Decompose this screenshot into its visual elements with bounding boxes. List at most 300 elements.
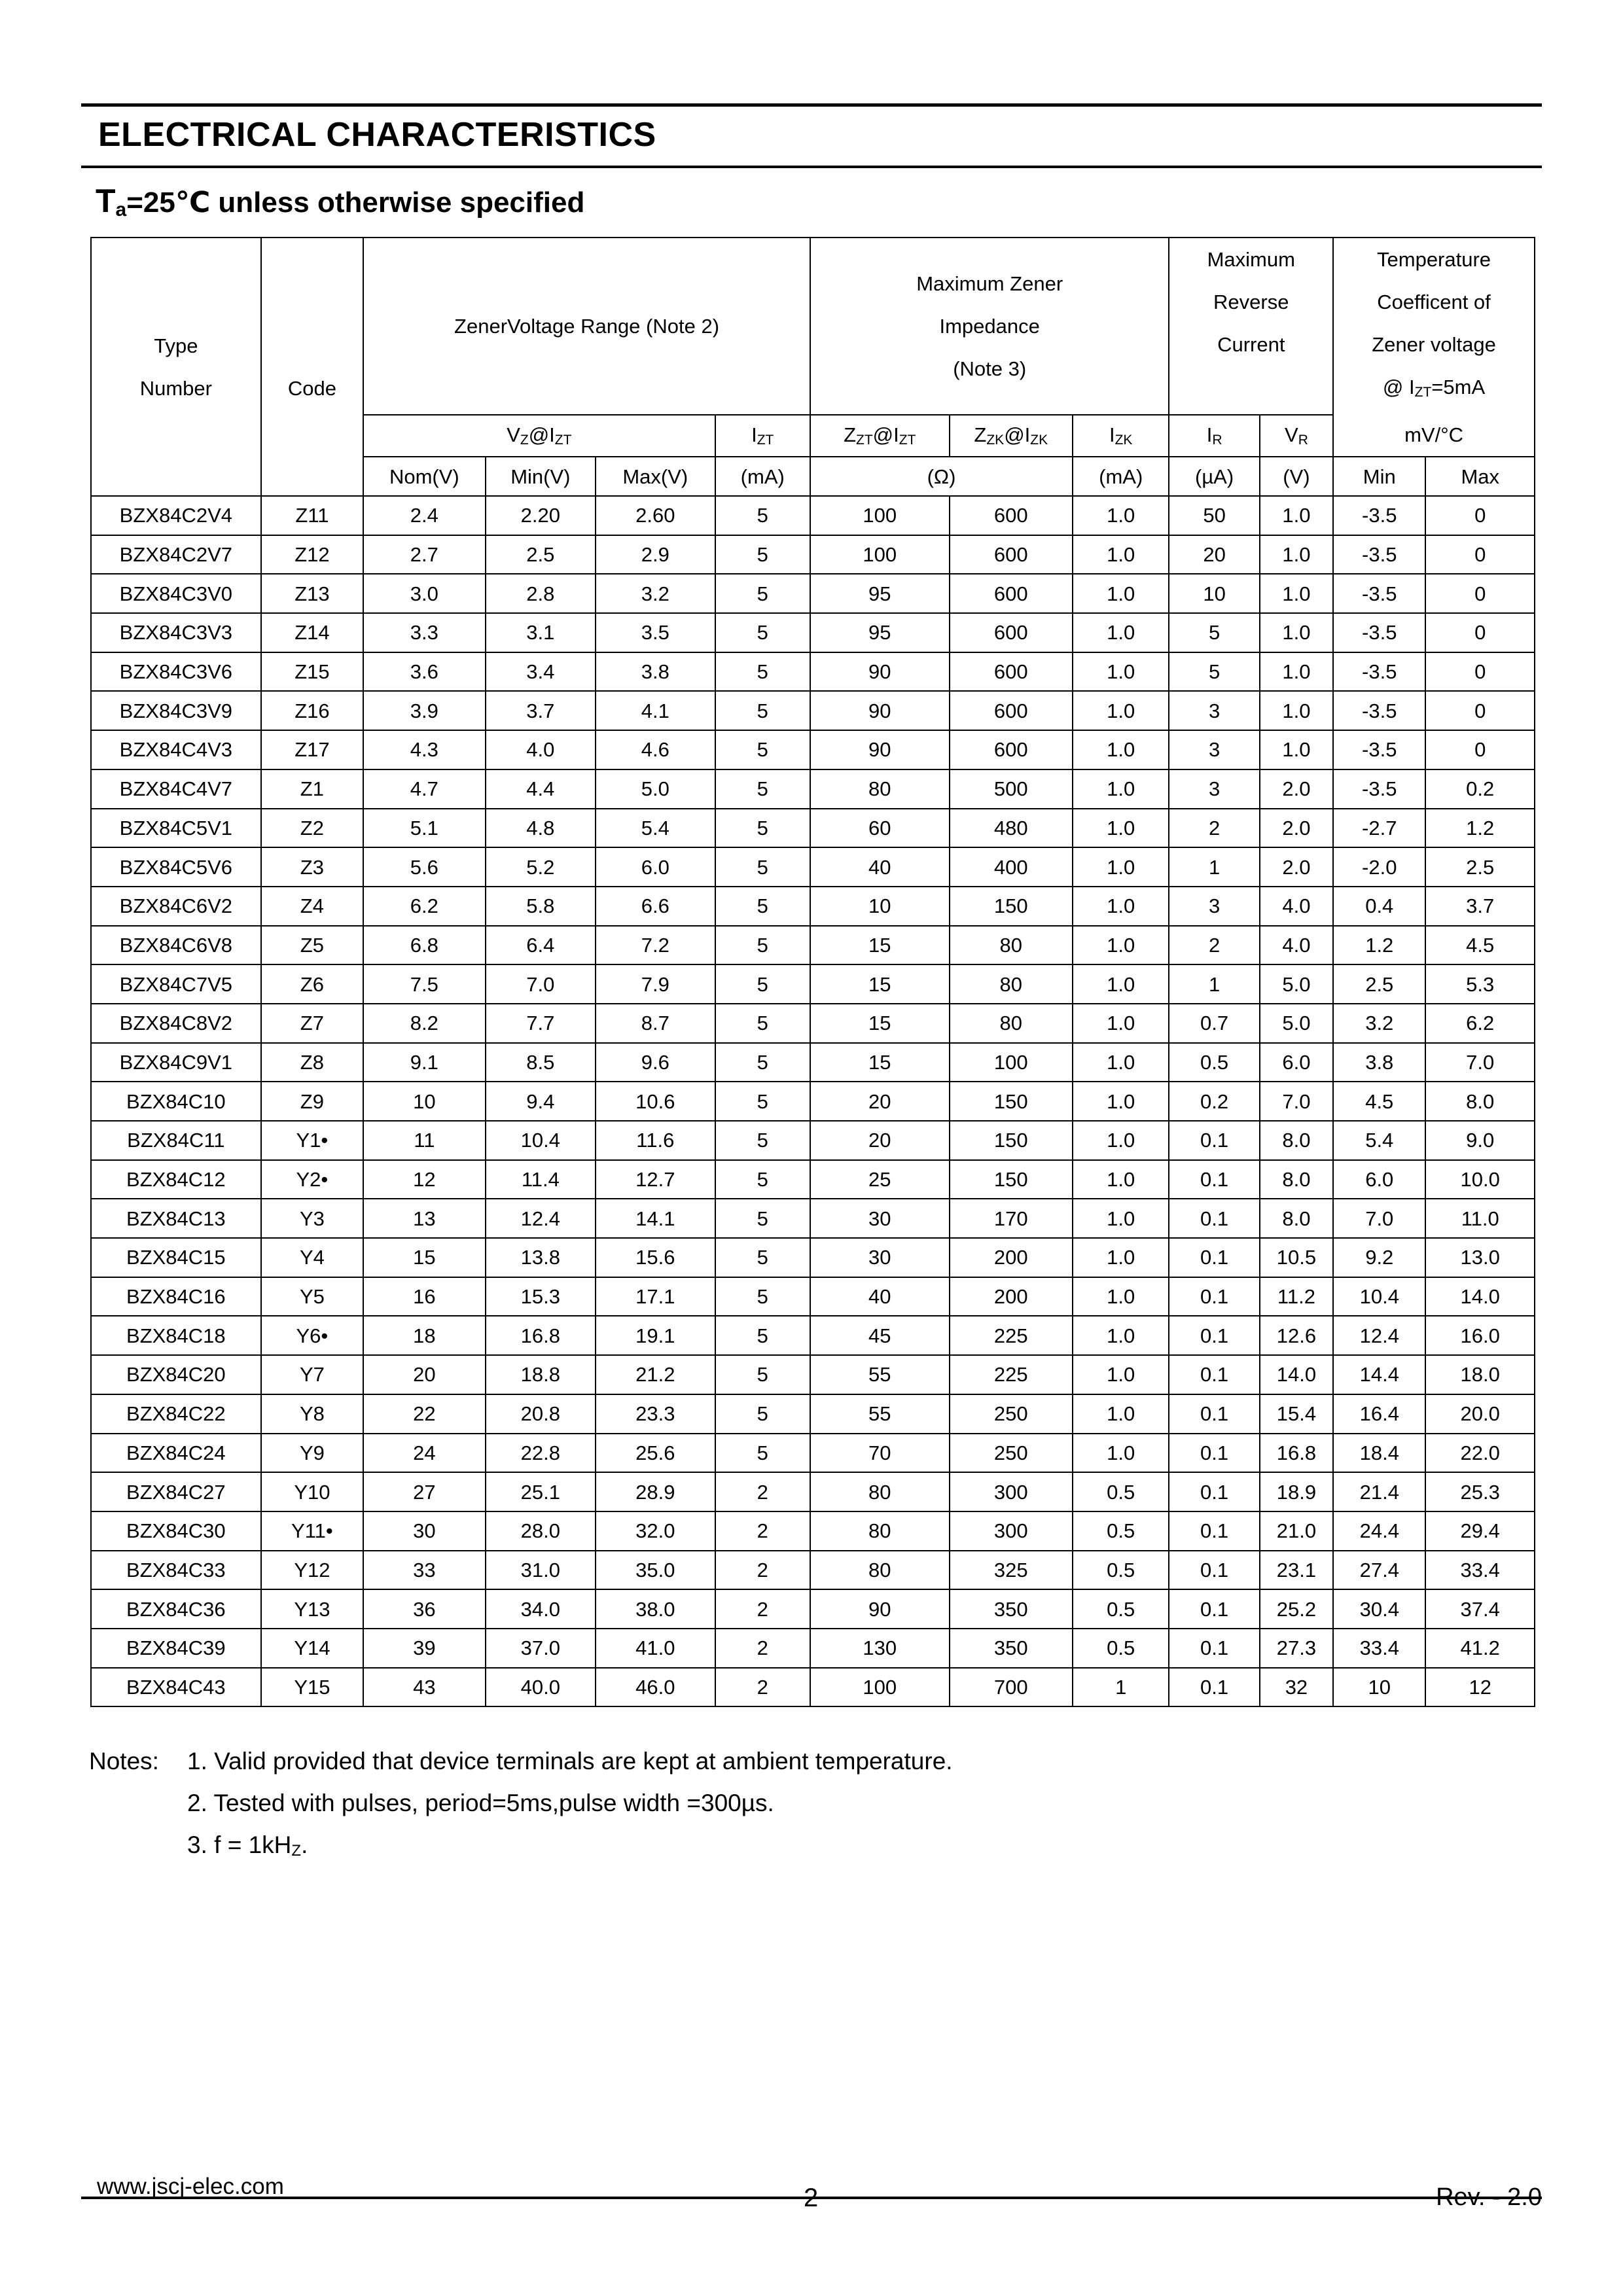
cell-vz-nom: 33 xyxy=(363,1551,486,1590)
cell-vz-max: 2.60 xyxy=(596,496,715,535)
cell-tc-max: 7.0 xyxy=(1425,1043,1535,1082)
cell-vz-max: 12.7 xyxy=(596,1160,715,1199)
cell-type: BZX84C4V7 xyxy=(91,769,261,809)
cell-izt: 5 xyxy=(715,1199,810,1238)
cell-vr: 6.0 xyxy=(1260,1043,1333,1082)
cell-vz-min: 16.8 xyxy=(486,1316,596,1355)
cell-type: BZX84C36 xyxy=(91,1589,261,1629)
cell-code: Y6• xyxy=(261,1316,363,1355)
cell-vz-nom: 3.9 xyxy=(363,691,486,730)
section-title: ELECTRICAL CHARACTERISTICS xyxy=(98,116,656,154)
table-row xyxy=(91,769,1535,809)
cell-vz-nom: 3.0 xyxy=(363,574,486,613)
cell-ir: 1 xyxy=(1169,847,1259,887)
table-row xyxy=(91,1668,1535,1707)
cell-type: BZX84C6V2 xyxy=(91,887,261,926)
cell-ir: 0.1 xyxy=(1169,1668,1259,1707)
cell-type: BZX84C2V4 xyxy=(91,496,261,535)
electrical-characteristics-table xyxy=(90,237,1535,1707)
cell-zzt: 80 xyxy=(810,769,950,809)
cell-zzk: 480 xyxy=(950,809,1073,848)
header-zzk-at-izk: $Z_{ZK}@I_{ZK}$ xyxy=(950,415,1073,457)
cell-izt: 5 xyxy=(715,652,810,692)
cell-tc-min: 4.5 xyxy=(1333,1082,1425,1121)
cell-vr: 15.4 xyxy=(1260,1394,1333,1434)
cell-zzk: 600 xyxy=(950,535,1073,574)
cell-tc-max: 0.2 xyxy=(1425,769,1535,809)
cell-zzt: 20 xyxy=(810,1082,950,1121)
header-izk: $I_{ZK}$ xyxy=(1073,415,1169,457)
header-type-number: Type Number xyxy=(91,238,261,496)
cell-izt: 2 xyxy=(715,1551,810,1590)
cell-ir: 0.1 xyxy=(1169,1277,1259,1316)
cell-vz-nom: 4.7 xyxy=(363,769,486,809)
cell-izk: 1.0 xyxy=(1073,769,1169,809)
cell-ir: 3 xyxy=(1169,887,1259,926)
cell-tc-min: -3.5 xyxy=(1333,691,1425,730)
cell-ir: 10 xyxy=(1169,574,1259,613)
cell-ir: 3 xyxy=(1169,730,1259,769)
cell-izk: 1.0 xyxy=(1073,652,1169,692)
test-condition xyxy=(96,182,584,221)
cell-vz-nom: 24 xyxy=(363,1434,486,1473)
cell-vr: 1.0 xyxy=(1260,691,1333,730)
cell-type: BZX84C43 xyxy=(91,1668,261,1707)
cell-izk: 1.0 xyxy=(1073,1355,1169,1394)
cell-tc-max: 10.0 xyxy=(1425,1160,1535,1199)
cell-vz-min: 15.3 xyxy=(486,1277,596,1316)
cell-tc-max: 0 xyxy=(1425,574,1535,613)
cell-vr: 25.2 xyxy=(1260,1589,1333,1629)
cell-vr: 11.2 xyxy=(1260,1277,1333,1316)
cell-zzk: 150 xyxy=(950,887,1073,926)
cell-code: Z7 xyxy=(261,1004,363,1043)
cell-vz-min: 7.0 xyxy=(486,964,596,1004)
cell-tc-max: 0 xyxy=(1425,535,1535,574)
cell-vz-min: 3.7 xyxy=(486,691,596,730)
cell-vz-min: 22.8 xyxy=(486,1434,596,1473)
header-max-reverse-current: Maximum Reverse Current xyxy=(1169,238,1333,415)
cell-vr: 27.3 xyxy=(1260,1629,1333,1668)
cell-type: BZX84C16 xyxy=(91,1277,261,1316)
cell-izt: 5 xyxy=(715,535,810,574)
cell-vr: 7.0 xyxy=(1260,1082,1333,1121)
unit-ir: (µA) xyxy=(1169,457,1259,496)
cell-vz-min: 6.4 xyxy=(486,926,596,965)
cell-type: BZX84C7V5 xyxy=(91,964,261,1004)
cell-type: BZX84C2V7 xyxy=(91,535,261,574)
cell-vz-max: 3.8 xyxy=(596,652,715,692)
cell-code: Z14 xyxy=(261,613,363,652)
cell-zzt: 30 xyxy=(810,1238,950,1277)
cell-izt: 5 xyxy=(715,691,810,730)
cell-tc-max: 0 xyxy=(1425,613,1535,652)
cell-tc-max: 12 xyxy=(1425,1668,1535,1707)
cell-vz-max: 28.9 xyxy=(596,1472,715,1511)
cell-tc-max: 18.0 xyxy=(1425,1355,1535,1394)
cell-vz-min: 2.5 xyxy=(486,535,596,574)
cell-vz-nom: 6.2 xyxy=(363,887,486,926)
table-row xyxy=(91,1355,1535,1394)
cell-izt: 5 xyxy=(715,1082,810,1121)
cell-tc-max: 25.3 xyxy=(1425,1472,1535,1511)
table-row xyxy=(91,1160,1535,1199)
unit-izk: (mA) xyxy=(1073,457,1169,496)
cell-type: BZX84C9V1 xyxy=(91,1043,261,1082)
cell-tc-min: 7.0 xyxy=(1333,1199,1425,1238)
cell-izk: 0.5 xyxy=(1073,1589,1169,1629)
cell-type: BZX84C13 xyxy=(91,1199,261,1238)
cell-zzt: 70 xyxy=(810,1434,950,1473)
cell-ir: 20 xyxy=(1169,535,1259,574)
cell-izk: 0.5 xyxy=(1073,1472,1169,1511)
table-row xyxy=(91,887,1535,926)
cell-tc-min: 30.4 xyxy=(1333,1589,1425,1629)
cell-code: Z17 xyxy=(261,730,363,769)
cell-code: Y13 xyxy=(261,1589,363,1629)
table-row xyxy=(91,1121,1535,1160)
cell-zzt: 130 xyxy=(810,1629,950,1668)
cell-tc-min: -3.5 xyxy=(1333,769,1425,809)
header-ir: $I_R$ xyxy=(1169,415,1259,457)
cell-izk: 1.0 xyxy=(1073,964,1169,1004)
cell-vz-nom: 8.2 xyxy=(363,1004,486,1043)
cell-type: BZX84C5V1 xyxy=(91,809,261,848)
cell-ir: 0.1 xyxy=(1169,1199,1259,1238)
notes-label: Notes: xyxy=(89,1748,159,1775)
cell-vz-nom: 3.6 xyxy=(363,652,486,692)
unit-ohm: (Ω) xyxy=(810,457,1073,496)
cell-vz-max: 4.6 xyxy=(596,730,715,769)
table-row xyxy=(91,1629,1535,1668)
unit-nom: Nom(V) xyxy=(363,457,486,496)
cell-vz-min: 8.5 xyxy=(486,1043,596,1082)
cell-vz-nom: 2.7 xyxy=(363,535,486,574)
cell-tc-max: 6.2 xyxy=(1425,1004,1535,1043)
cell-vr: 18.9 xyxy=(1260,1472,1333,1511)
table-row xyxy=(91,613,1535,652)
cell-zzt: 40 xyxy=(810,847,950,887)
cell-vz-nom: 36 xyxy=(363,1589,486,1629)
cell-code: Z6 xyxy=(261,964,363,1004)
cell-zzt: 45 xyxy=(810,1316,950,1355)
table-row xyxy=(91,1082,1535,1121)
cell-zzk: 80 xyxy=(950,926,1073,965)
cell-code: Z13 xyxy=(261,574,363,613)
table-row xyxy=(91,691,1535,730)
cell-tc-max: 9.0 xyxy=(1425,1121,1535,1160)
cell-zzt: 90 xyxy=(810,691,950,730)
cell-zzt: 95 xyxy=(810,613,950,652)
cell-izk: 0.5 xyxy=(1073,1629,1169,1668)
cell-zzt: 25 xyxy=(810,1160,950,1199)
cell-code: Y14 xyxy=(261,1629,363,1668)
cell-zzk: 600 xyxy=(950,730,1073,769)
cell-izk: 1.0 xyxy=(1073,1043,1169,1082)
cell-izt: 5 xyxy=(715,1277,810,1316)
top-rule xyxy=(81,103,1542,107)
cell-izk: 1.0 xyxy=(1073,1199,1169,1238)
table-row xyxy=(91,809,1535,848)
cell-vz-max: 6.6 xyxy=(596,887,715,926)
cell-vz-max: 5.0 xyxy=(596,769,715,809)
cell-vr: 1.0 xyxy=(1260,730,1333,769)
table-row xyxy=(91,1434,1535,1473)
table-row xyxy=(91,1589,1535,1629)
cell-ir: 0.1 xyxy=(1169,1472,1259,1511)
cell-izk: 1.0 xyxy=(1073,926,1169,965)
cell-izt: 5 xyxy=(715,496,810,535)
cell-vz-max: 9.6 xyxy=(596,1043,715,1082)
cell-vz-nom: 3.3 xyxy=(363,613,486,652)
cell-vz-min: 34.0 xyxy=(486,1589,596,1629)
table-row xyxy=(91,847,1535,887)
cell-vz-max: 32.0 xyxy=(596,1511,715,1551)
cell-vz-min: 37.0 xyxy=(486,1629,596,1668)
cell-izk: 1.0 xyxy=(1073,847,1169,887)
unit-temp-max: Max xyxy=(1425,457,1535,496)
cell-zzk: 225 xyxy=(950,1316,1073,1355)
cell-vr: 1.0 xyxy=(1260,652,1333,692)
cell-type: BZX84C6V8 xyxy=(91,926,261,965)
cell-vz-nom: 12 xyxy=(363,1160,486,1199)
cell-code: Z9 xyxy=(261,1082,363,1121)
cell-vz-min: 7.7 xyxy=(486,1004,596,1043)
unit-izt: (mA) xyxy=(715,457,810,496)
cell-tc-max: 16.0 xyxy=(1425,1316,1535,1355)
cell-zzk: 150 xyxy=(950,1082,1073,1121)
cell-type: BZX84C3V9 xyxy=(91,691,261,730)
cell-code: Z3 xyxy=(261,847,363,887)
cell-zzk: 200 xyxy=(950,1238,1073,1277)
cell-tc-min: 0.4 xyxy=(1333,887,1425,926)
cell-vr: 16.8 xyxy=(1260,1434,1333,1473)
cell-vr: 4.0 xyxy=(1260,887,1333,926)
cell-izt: 5 xyxy=(715,1316,810,1355)
cell-tc-min: 18.4 xyxy=(1333,1434,1425,1473)
cell-izt: 5 xyxy=(715,574,810,613)
condition-symbol: T xyxy=(96,183,116,219)
cell-zzt: 90 xyxy=(810,1589,950,1629)
cell-tc-max: 13.0 xyxy=(1425,1238,1535,1277)
cell-vz-nom: 9.1 xyxy=(363,1043,486,1082)
cell-izt: 5 xyxy=(715,847,810,887)
cell-ir: 0.5 xyxy=(1169,1043,1259,1082)
cell-vz-min: 4.8 xyxy=(486,809,596,848)
cell-code: Y2• xyxy=(261,1160,363,1199)
cell-izt: 5 xyxy=(715,1238,810,1277)
cell-zzk: 325 xyxy=(950,1551,1073,1590)
cell-tc-min: -3.5 xyxy=(1333,613,1425,652)
cell-vz-max: 4.1 xyxy=(596,691,715,730)
cell-code: Z1 xyxy=(261,769,363,809)
cell-vz-nom: 5.6 xyxy=(363,847,486,887)
cell-zzt: 15 xyxy=(810,964,950,1004)
cell-tc-min: -3.5 xyxy=(1333,574,1425,613)
cell-vz-max: 38.0 xyxy=(596,1589,715,1629)
cell-code: Y8 xyxy=(261,1394,363,1434)
cell-vz-nom: 10 xyxy=(363,1082,486,1121)
cell-tc-max: 3.7 xyxy=(1425,887,1535,926)
cell-izk: 1.0 xyxy=(1073,1394,1169,1434)
cell-zzt: 90 xyxy=(810,730,950,769)
cell-vr: 23.1 xyxy=(1260,1551,1333,1590)
cell-zzt: 20 xyxy=(810,1121,950,1160)
cell-zzk: 700 xyxy=(950,1668,1073,1707)
cell-izt: 2 xyxy=(715,1511,810,1551)
cell-ir: 0.1 xyxy=(1169,1434,1259,1473)
cell-vr: 1.0 xyxy=(1260,496,1333,535)
cell-izk: 1.0 xyxy=(1073,887,1169,926)
cell-code: Y10 xyxy=(261,1472,363,1511)
title-underline-rule xyxy=(81,166,1542,168)
cell-code: Z2 xyxy=(261,809,363,848)
cell-vz-max: 21.2 xyxy=(596,1355,715,1394)
cell-izt: 5 xyxy=(715,1043,810,1082)
cell-izt: 2 xyxy=(715,1629,810,1668)
cell-izt: 5 xyxy=(715,809,810,848)
cell-vz-max: 23.3 xyxy=(596,1394,715,1434)
cell-vz-min: 11.4 xyxy=(486,1160,596,1199)
table-row xyxy=(91,730,1535,769)
cell-vr: 8.0 xyxy=(1260,1121,1333,1160)
cell-vz-max: 46.0 xyxy=(596,1668,715,1707)
cell-tc-min: 12.4 xyxy=(1333,1316,1425,1355)
cell-type: BZX84C8V2 xyxy=(91,1004,261,1043)
cell-izk: 1.0 xyxy=(1073,1434,1169,1473)
cell-zzt: 80 xyxy=(810,1472,950,1511)
cell-vr: 5.0 xyxy=(1260,1004,1333,1043)
cell-zzk: 600 xyxy=(950,613,1073,652)
cell-izk: 1.0 xyxy=(1073,613,1169,652)
cell-type: BZX84C3V3 xyxy=(91,613,261,652)
cell-ir: 0.1 xyxy=(1169,1355,1259,1394)
table-row xyxy=(91,964,1535,1004)
cell-vz-max: 2.9 xyxy=(596,535,715,574)
cell-vz-min: 9.4 xyxy=(486,1082,596,1121)
cell-vz-nom: 27 xyxy=(363,1472,486,1511)
cell-vr: 4.0 xyxy=(1260,926,1333,965)
cell-vz-nom: 13 xyxy=(363,1199,486,1238)
notes xyxy=(89,1740,953,1872)
cell-ir: 0.1 xyxy=(1169,1316,1259,1355)
table-row xyxy=(91,1316,1535,1355)
cell-zzk: 170 xyxy=(950,1199,1073,1238)
cell-tc-max: 5.3 xyxy=(1425,964,1535,1004)
cell-vz-max: 35.0 xyxy=(596,1551,715,1590)
table-row xyxy=(91,1394,1535,1434)
cell-ir: 0.1 xyxy=(1169,1511,1259,1551)
cell-vz-nom: 30 xyxy=(363,1511,486,1551)
cell-code: Z5 xyxy=(261,926,363,965)
unit-min: Min(V) xyxy=(486,457,596,496)
cell-code: Y12 xyxy=(261,1551,363,1590)
cell-code: Z12 xyxy=(261,535,363,574)
cell-tc-min: 21.4 xyxy=(1333,1472,1425,1511)
cell-tc-min: 27.4 xyxy=(1333,1551,1425,1590)
cell-vz-max: 3.2 xyxy=(596,574,715,613)
cell-type: BZX84C33 xyxy=(91,1551,261,1590)
cell-vz-max: 6.0 xyxy=(596,847,715,887)
cell-vz-max: 7.2 xyxy=(596,926,715,965)
cell-vr: 8.0 xyxy=(1260,1199,1333,1238)
cell-vz-min: 5.2 xyxy=(486,847,596,887)
cell-ir: 0.7 xyxy=(1169,1004,1259,1043)
cell-vr: 21.0 xyxy=(1260,1511,1333,1551)
cell-ir: 0.1 xyxy=(1169,1551,1259,1590)
cell-zzk: 600 xyxy=(950,652,1073,692)
cell-zzt: 100 xyxy=(810,1668,950,1707)
cell-izt: 5 xyxy=(715,1434,810,1473)
cell-tc-min: 3.8 xyxy=(1333,1043,1425,1082)
cell-zzt: 30 xyxy=(810,1199,950,1238)
cell-izk: 1.0 xyxy=(1073,1277,1169,1316)
cell-vz-min: 28.0 xyxy=(486,1511,596,1551)
cell-tc-min: 33.4 xyxy=(1333,1629,1425,1668)
cell-izt: 5 xyxy=(715,1004,810,1043)
cell-zzk: 600 xyxy=(950,496,1073,535)
cell-izk: 1 xyxy=(1073,1668,1169,1707)
cell-code: Y4 xyxy=(261,1238,363,1277)
cell-vr: 2.0 xyxy=(1260,847,1333,887)
cell-vz-min: 4.0 xyxy=(486,730,596,769)
cell-izt: 5 xyxy=(715,1394,810,1434)
cell-izt: 5 xyxy=(715,1355,810,1394)
cell-ir: 50 xyxy=(1169,496,1259,535)
note-3: 3. $f = 1kH_Z$. xyxy=(187,1831,308,1860)
cell-vr: 14.0 xyxy=(1260,1355,1333,1394)
cell-vz-nom: 39 xyxy=(363,1629,486,1668)
cell-izt: 5 xyxy=(715,613,810,652)
cell-izk: 1.0 xyxy=(1073,1121,1169,1160)
header-max-zener-impedance: Maximum Zener Impedance (Note 3) xyxy=(810,238,1169,415)
cell-tc-min: -2.0 xyxy=(1333,847,1425,887)
cell-type: BZX84C11 xyxy=(91,1121,261,1160)
note-2: 2. Tested with pulses, period=5ms,pulse width =300µs. xyxy=(187,1790,774,1816)
cell-zzk: 350 xyxy=(950,1589,1073,1629)
cell-tc-min: 2.5 xyxy=(1333,964,1425,1004)
cell-vz-nom: 16 xyxy=(363,1277,486,1316)
cell-zzk: 250 xyxy=(950,1434,1073,1473)
cell-tc-max: 29.4 xyxy=(1425,1511,1535,1551)
cell-zzk: 300 xyxy=(950,1472,1073,1511)
cell-type: BZX84C22 xyxy=(91,1394,261,1434)
cell-tc-min: 14.4 xyxy=(1333,1355,1425,1394)
cell-tc-max: 41.2 xyxy=(1425,1629,1535,1668)
header-vr: $V_R$ xyxy=(1260,415,1333,457)
cell-izt: 2 xyxy=(715,1472,810,1511)
cell-vz-min: 20.8 xyxy=(486,1394,596,1434)
footer-website[interactable]: www.jscj-elec.com xyxy=(97,2174,284,2199)
cell-tc-max: 0 xyxy=(1425,652,1535,692)
cell-vz-min: 5.8 xyxy=(486,887,596,926)
cell-vr: 12.6 xyxy=(1260,1316,1333,1355)
cell-vz-max: 10.6 xyxy=(596,1082,715,1121)
cell-zzk: 150 xyxy=(950,1160,1073,1199)
cell-tc-max: 20.0 xyxy=(1425,1394,1535,1434)
cell-vz-min: 40.0 xyxy=(486,1668,596,1707)
cell-izt: 2 xyxy=(715,1589,810,1629)
cell-ir: 0.1 xyxy=(1169,1589,1259,1629)
cell-type: BZX84C4V3 xyxy=(91,730,261,769)
cell-code: Y1• xyxy=(261,1121,363,1160)
cell-vz-min: 25.1 xyxy=(486,1472,596,1511)
cell-code: Y11• xyxy=(261,1511,363,1551)
cell-vz-nom: 2.4 xyxy=(363,496,486,535)
cell-zzk: 350 xyxy=(950,1629,1073,1668)
table-row xyxy=(91,926,1535,965)
cell-izk: 1.0 xyxy=(1073,730,1169,769)
